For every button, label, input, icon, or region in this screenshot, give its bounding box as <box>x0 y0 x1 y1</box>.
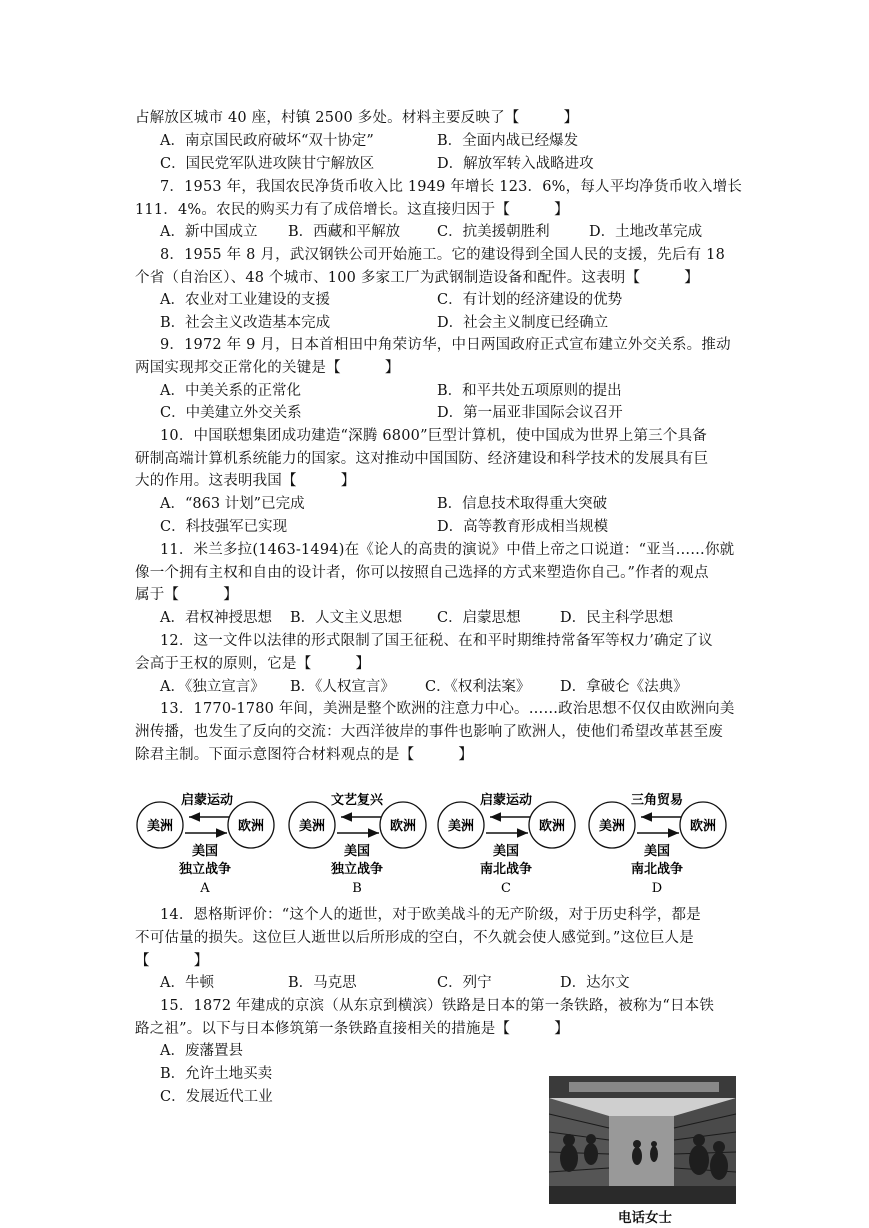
q15-option-c: C．发展近代工业 <box>160 1089 273 1105</box>
q8-option-d: D．社会主义制度已经确立 <box>437 315 609 331</box>
q7-option-b: B．西藏和平解放 <box>288 224 401 240</box>
q11-stem-line-1: 11．米兰多拉(1463-1494)在《论人的高贵的演说》中借上帝之口说道：“亚当……你就 <box>160 542 735 558</box>
q7-option-a: A．新中国成立 <box>160 224 258 240</box>
q15-stem-line-1: 15．1872 年建成的京滨（从东京到横滨）铁路是日本的第一条铁路，被称为“日本铁 <box>160 998 715 1014</box>
q8-stem-line-2: 个省（自治区）、48 个城市、100 多家工厂为武钢制造设备和配件。这表明【 】 <box>135 270 699 286</box>
q6-option-a: A．南京国民政府破坏“双十协定” <box>160 133 374 149</box>
q12-option-d: D．拿破仑《法典》 <box>560 679 688 695</box>
diagram-b-top-label: 文艺复兴 <box>330 793 384 808</box>
q11-stem-line-2: 像一个拥有主权和自由的设计者，你可以按照自己选择的方式来塑造你自己。”作者的观点 <box>135 565 709 581</box>
q12-option-b: B．《人权宣言》 <box>290 679 395 695</box>
diagram-a-left-label: 美洲 <box>146 819 174 834</box>
q9-option-c: C．中美建立外交关系 <box>160 405 302 421</box>
q14-option-c: C．列宁 <box>437 975 492 991</box>
diagram-c-left-label: 美洲 <box>447 819 475 834</box>
q7-option-d: D．土地改革完成 <box>589 224 703 240</box>
telephone-operators-photo <box>549 1076 736 1204</box>
q12-stem-line-2: 会高于王权的原则，它是【 】 <box>135 656 371 672</box>
photo-caption: 电话女士 <box>618 1210 672 1226</box>
q10-option-b: B．信息技术取得重大突破 <box>437 496 608 512</box>
diagram-c <box>438 792 575 896</box>
q10-option-c: C．科技强军已实现 <box>160 519 288 535</box>
q9-option-b: B．和平共处五项原则的提出 <box>437 383 622 399</box>
diagram-d-bottom-label-2: 南北战争 <box>630 862 684 877</box>
q6-stem-line: 占解放区城市 40 座，村镇 2500 多处。材料主要反映了【 】 <box>135 110 579 126</box>
q13-diagrams <box>135 785 741 900</box>
q13-stem-line-3: 除君主制。下面示意图符合材料观点的是【 】 <box>135 747 474 763</box>
q10-stem-line-3: 大的作用。这表明我国【 】 <box>135 473 356 489</box>
q9-option-a: A．中美关系的正常化 <box>160 383 301 399</box>
diagram-a-top-label: 启蒙运动 <box>180 793 234 808</box>
q12-option-c: C．《权利法案》 <box>425 679 531 695</box>
q15-option-b: B．允许土地买卖 <box>160 1066 273 1082</box>
q6-option-d: D．解放军转入战略进攻 <box>437 156 594 172</box>
q6-option-c: C．国民党军队进攻陕甘宁解放区 <box>160 156 375 172</box>
q8-option-c: C．有计划的经济建设的优势 <box>437 292 623 308</box>
diagram-b-letter: B <box>352 881 362 896</box>
diagram-d-top-label: 三角贸易 <box>630 793 684 808</box>
q14-option-d: D．达尔文 <box>560 975 630 991</box>
q7-option-c: C．抗美援朝胜利 <box>437 224 550 240</box>
q14-stem-line-1: 14．恩格斯评价：“这个人的逝世，对于欧美战斗的无产阶级，对于历史科学，都是 <box>160 907 701 923</box>
diagram-d <box>589 792 726 896</box>
q13-stem-line-1: 13．1770-1780 年间，美洲是整个欧洲的注意力中心。……政治思想不仅仅由欧洲向美 <box>160 701 735 717</box>
q8-option-b: B．社会主义改造基本完成 <box>160 315 331 331</box>
q14-stem-line-3: 【 】 <box>135 953 209 969</box>
q14-option-a: A．牛顿 <box>160 975 214 991</box>
q14-option-b: B．马克思 <box>288 975 357 991</box>
diagram-d-right-label: 欧洲 <box>689 819 717 834</box>
q11-option-d: D．民主科学思想 <box>560 610 674 626</box>
q9-stem-line-2: 两国实现邦交正常化的关键是【 】 <box>135 360 400 376</box>
q13-stem-line-2: 洲传播，也发生了反向的交流：大西洋彼岸的事件也影响了欧洲人，使他们希望改革甚至废 <box>135 724 723 740</box>
q12-option-a: A．《独立宣言》 <box>160 679 265 695</box>
diagram-b-left-label: 美洲 <box>298 819 326 834</box>
q6-option-b: B．全面内战已经爆发 <box>437 133 579 149</box>
q10-stem-line-2: 研制高端计算机系统能力的国家。这对推动中国国防、经济建设和科学技术的发展具有巨 <box>135 451 709 467</box>
q10-option-a: A．“863 计划”已完成 <box>160 496 305 512</box>
diagram-d-bottom-label-1: 美国 <box>643 844 671 859</box>
q15-option-a: A．废藩置县 <box>160 1043 243 1059</box>
q11-option-b: B．人文主义思想 <box>290 610 403 626</box>
diagram-a-letter: A <box>200 881 210 896</box>
q8-stem-line-1: 8．1955 年 8 月，武汉钢铁公司开始施工。它的建设得到全国人民的支援，先后有 18 <box>160 247 726 263</box>
diagram-c-bottom-label-2: 南北战争 <box>479 862 533 877</box>
q12-stem-line-1: 12．这一文件以法律的形式限制了国王征税、在和平时期维持常备军等权力’确定了议 <box>160 633 713 649</box>
q7-stem-line-2: 111．4%。农民的购买力有了成倍增长。这直接归因于【 】 <box>135 202 569 218</box>
q14-stem-line-2: 不可估量的损失。这位巨人逝世以后所形成的空白，不久就会使人感觉到。”这位巨人是 <box>135 930 694 946</box>
q7-stem-line-1: 7．1953 年，我国农民净货币收入比 1949 年增长 123．6%，每人平均净货币收入增长 <box>160 179 743 195</box>
diagram-c-bottom-label-1: 美国 <box>492 844 520 859</box>
diagram-a-bottom-label-2: 独立战争 <box>178 862 232 877</box>
q9-option-d: D．第一届亚非国际会议召开 <box>437 405 623 421</box>
diagram-a <box>137 792 274 896</box>
diagram-b-bottom-label-1: 美国 <box>343 844 371 859</box>
diagram-b <box>289 792 426 896</box>
diagram-b-right-label: 欧洲 <box>389 819 417 834</box>
diagram-d-letter: D <box>651 881 663 896</box>
diagram-c-right-label: 欧洲 <box>538 819 566 834</box>
diagram-d-left-label: 美洲 <box>598 819 626 834</box>
diagram-c-top-label: 启蒙运动 <box>479 793 533 808</box>
q11-option-c: C．启蒙思想 <box>437 610 521 626</box>
diagram-b-bottom-label-2: 独立战争 <box>330 862 384 877</box>
q10-option-d: D．高等教育形成相当规模 <box>437 519 609 535</box>
q11-option-a: A．君权神授思想 <box>160 610 272 626</box>
q8-option-a: A．农业对工业建设的支援 <box>160 292 330 308</box>
diagram-a-right-label: 欧洲 <box>237 819 265 834</box>
q10-stem-line-1: 10．中国联想集团成功建造“深腾 6800”巨型计算机，使中国成为世界上第三个具备 <box>160 428 707 444</box>
q9-stem-line-1: 9．1972 年 9 月，日本首相田中角荣访华，中日两国政府正式宣布建立外交关系。推动 <box>160 337 731 353</box>
diagram-c-letter: C <box>501 881 511 896</box>
q11-stem-line-3: 属于【 】 <box>135 587 238 603</box>
diagram-a-bottom-label-1: 美国 <box>191 844 219 859</box>
q15-stem-line-2: 路之祖”。以下与日本修筑第一条铁路直接相关的措施是【 】 <box>135 1021 569 1037</box>
photo-illustration <box>549 1076 736 1204</box>
